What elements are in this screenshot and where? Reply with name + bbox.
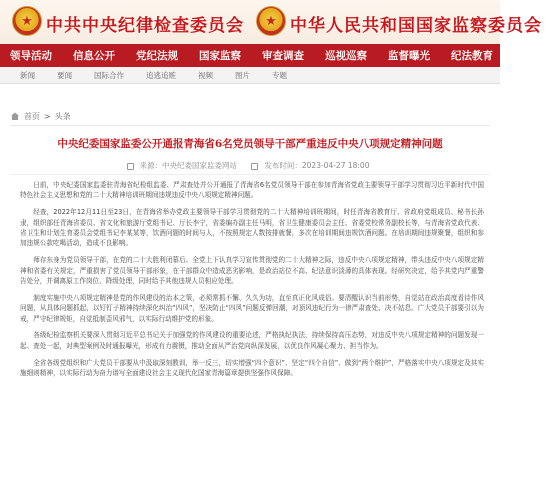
subnav-item-international[interactable]: 国际合作 (94, 70, 124, 80)
subnav-item-images[interactable]: 图片 (235, 70, 250, 80)
subnav-item-video[interactable]: 视频 (198, 70, 213, 80)
meta-divider (10, 174, 490, 175)
ccdi-site-name[interactable]: 中共中央纪律检查委员会 (46, 16, 244, 36)
subnav-item-news[interactable]: 新闻 (20, 70, 35, 80)
breadcrumb-separator: > (44, 111, 51, 121)
nav-item-leadership[interactable]: 领导活动 (10, 50, 52, 62)
nav-item-regulations[interactable]: 党纪法规 (136, 50, 178, 62)
breadcrumb-divider (10, 125, 490, 126)
article-paragraph: 经查，2022年12月11日至23日，在青海省举办党政主要领导干部学习贯彻党的二十大精神培训班期间，时任青海省教育厅、省政府党组成员、秘书长孙隶，组织部任青海省委员、省文化和旅游厅党组书记、厅长李宁，省委编办副主任马明，省卫生健康委员会主任、省委党校常务副校长等，与青海省党政代表、省卫生和计划生育委员会党组书记李某某等，饮酒问题的时间与人，不按照规定人数按排就餐，多次在培训期间违规饮酒问题。在培训期间违规聚餐，组织和参加违规公款吃喝活动，造成不良影响。 (20, 208, 484, 248)
nav-item-inspection[interactable]: 巡视巡察 (325, 50, 367, 62)
article-paragraph: 日前，中央纪委国家监委驻青海省纪检组监委、严肃查处并公开通报了青海省6名党员领导干部在参加青海省党政主要领导干部学习贯彻习近平新时代中国特色社会主义思想和党的二十大精神培训班期间违规违反中央八项规定精神问题。 (20, 181, 484, 200)
subnav-item-topics[interactable]: 专题 (272, 70, 287, 80)
article-source: 来源：中央纪委国家监委网站 (127, 161, 242, 170)
article-time: 发布时间：2023-04-27 18:00 (251, 161, 373, 170)
clock-icon (251, 163, 258, 170)
article-paragraph: 制度实施中央八项规定精神是党的作风建设的治本之策，必须常抓不懈、久久为功，直至真正化风成俗。要清醒认识当前形势，自觉站在政治高度看待作风问题，从具体问题抓起，以钉钉子精神持续深化纠治“四风”，坚决防止“四风”问题反弹回潮，对顶风违纪行为一律严肃查处、决不姑息。广大党员干部要引以为戒，严守纪律规矩，自觉抵制歪风邪气，以实际行动维护党的形象。 (20, 293, 484, 323)
article-title: 中央纪委国家监委公开通报青海省6名党员领导干部严重违反中央八项规定精神问题 (57, 138, 443, 150)
source-icon (127, 163, 134, 170)
article-paragraph: 全省各级党组织和广大党员干部要从中汲取深刻教训，举一反三，切实增强“四个意识”、坚定“四个自信”、做到“两个维护”，严格落实中央八项规定及其实施细则精神，以实际行动为奋力谱写全面建设社会主义现代化国家青海篇章提供坚强作风保障。 (20, 358, 484, 378)
home-icon (10, 111, 20, 121)
article-body (20, 180, 484, 385)
nav-item-investigation[interactable]: 审查调查 (262, 50, 304, 62)
nav-item-exposure[interactable]: 监督曝光 (388, 50, 430, 62)
site-header (0, 0, 542, 44)
subnav-item-pursuit[interactable]: 追逃追赃 (146, 70, 176, 80)
national-emblem-icon: ★ (256, 6, 286, 36)
nav-item-history[interactable]: 历史文化 (514, 50, 556, 62)
nsc-site-name[interactable]: 中华人民共和国国家监察委员会 (290, 16, 542, 36)
subnav-item-headlines[interactable]: 要闻 (57, 70, 72, 80)
main-nav (0, 44, 556, 67)
party-emblem-icon: ★ (12, 6, 42, 36)
article-meta (10, 160, 490, 171)
nav-item-education[interactable]: 纪法教育 (451, 50, 493, 62)
nav-item-supervision[interactable]: 国家监察 (199, 50, 241, 62)
breadcrumb-home[interactable]: 首页 (24, 111, 40, 121)
article-paragraph: 各级纪检监察机关要深入贯彻习近平总书记关于加强党的作风建设的重要论述，严格执纪执法，持续保持高压态势，对违反中央八项规定精神的问题发现一起、查处一起，对典型案例及时通报曝光，形成有力震慑，推动全面从严治党向纵深发展，以优良作风凝心聚力、担当作为。 (20, 331, 484, 350)
article-paragraph: 师存东身为党员领导干部，在党的二十大胜利闭幕后、全党上下认真学习宣传贯彻党的二十大精神之际，违反中央八项规定精神，带头违反中央八项规定精神和省委有关规定，严重损害了党员领导干部形象，在干部群众中造成恶劣影响，是政治站位不高、纪法意识淡薄的具体表现。经研究决定，给予其党内严重警告处分，并调离原工作岗位、降级处理，同时给予其他违规人员相应处理。 (20, 256, 484, 286)
nav-item-info-disclosure[interactable]: 信息公开 (73, 50, 115, 62)
breadcrumb (10, 109, 71, 123)
sub-nav (0, 67, 500, 84)
breadcrumb-current[interactable]: 头条 (54, 111, 71, 121)
